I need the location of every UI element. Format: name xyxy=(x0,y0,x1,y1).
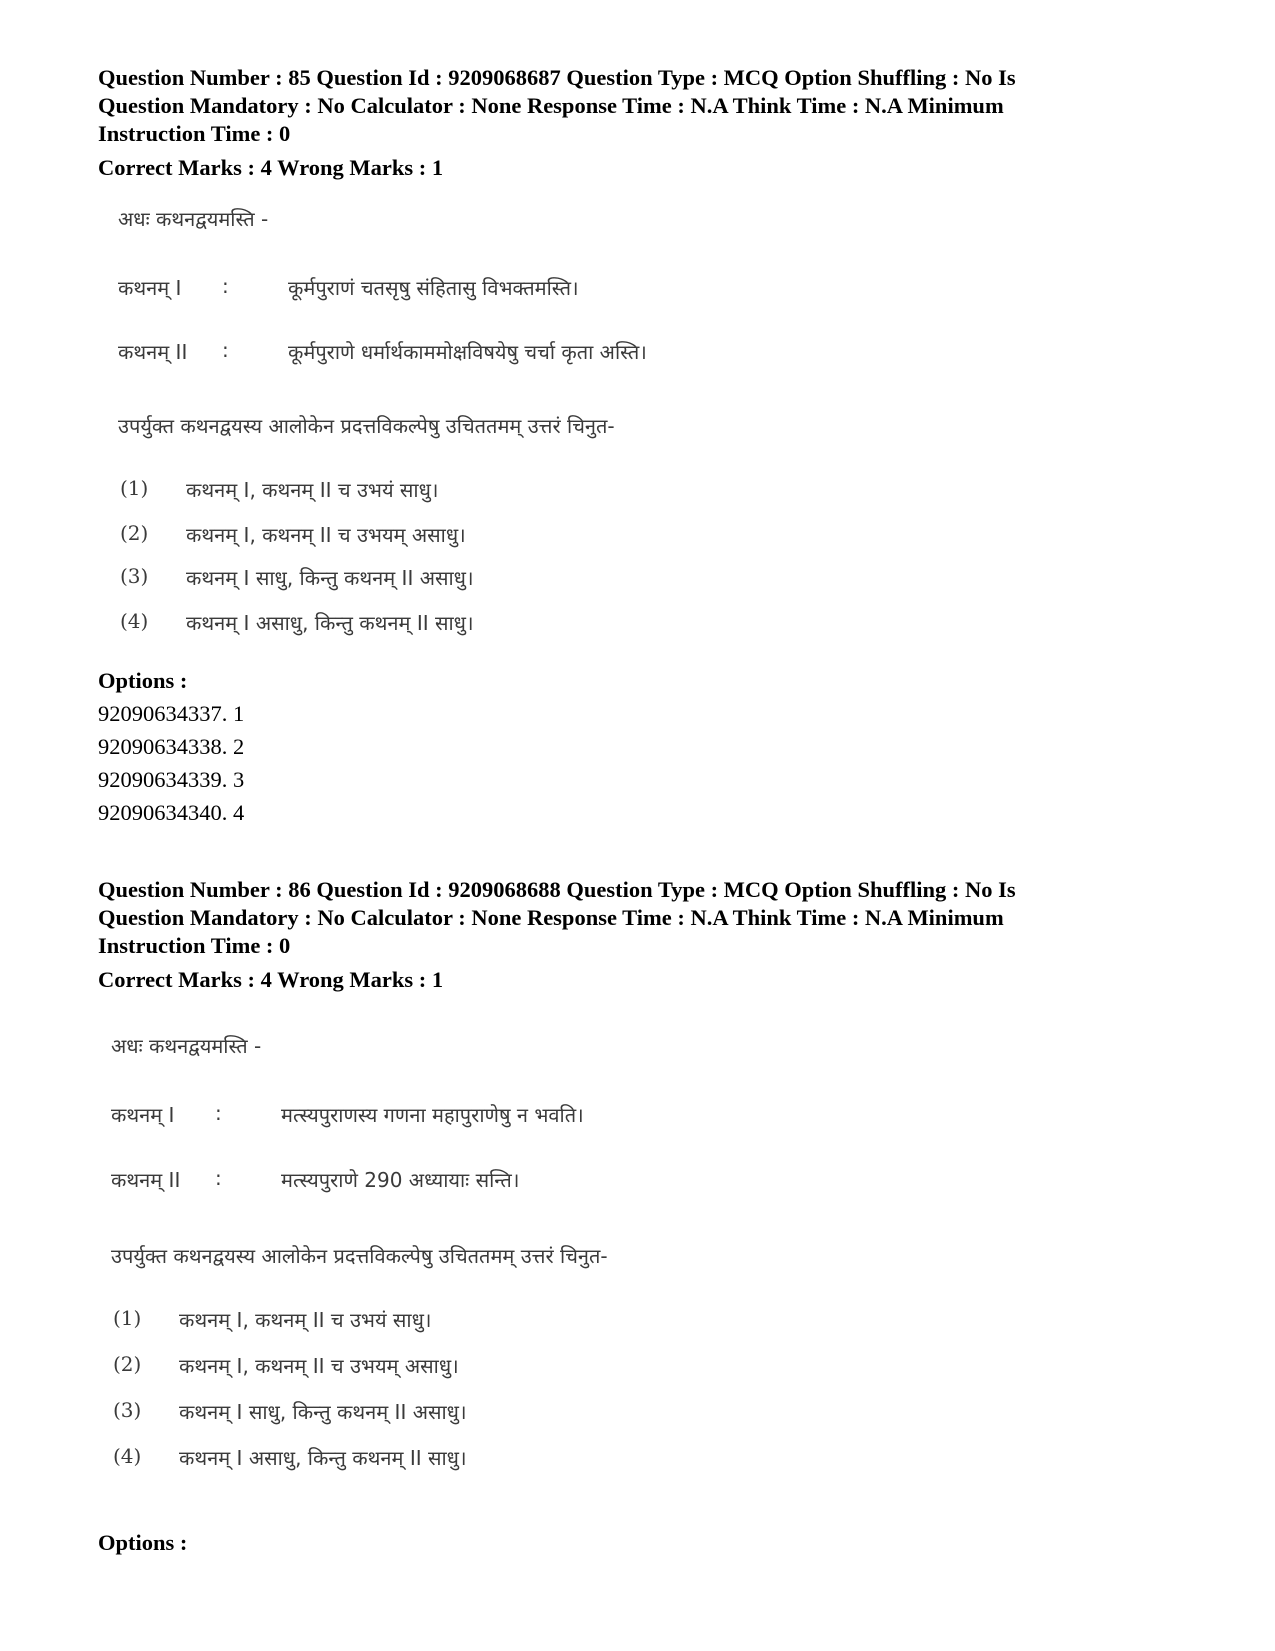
choice-text: कथनम् I, कथनम् II च उभयं साधु। xyxy=(186,478,439,502)
statement-colon: : xyxy=(215,1166,222,1190)
choice-text: कथनम् I, कथनम् II च उभयम् असाधु। xyxy=(179,1354,459,1378)
choice-number: (4) xyxy=(120,609,149,633)
choice-text: कथनम् I, कथनम् II च उभयम् असाधु। xyxy=(186,523,466,547)
choice-number: (3) xyxy=(120,564,149,588)
question-intro: अधः कथनद्वयमस्ति - xyxy=(111,1034,262,1058)
question-prompt: उपर्युक्त कथनद्वयस्य आलोकेन प्रदत्तविकल्पेषु उचिततमम् उत्तरं चिनुत- xyxy=(118,414,615,438)
statement-colon: : xyxy=(222,274,229,298)
question-prompt: उपर्युक्त कथनद्वयस्य आलोकेन प्रदत्तविकल्पेषु उचिततमम् उत्तरं चिनुत- xyxy=(111,1244,608,1268)
statement-text: मत्स्यपुराणस्य गणना महापुराणेषु न भवति। xyxy=(281,1103,584,1127)
marks-line: Correct Marks : 4 Wrong Marks : 1 xyxy=(98,967,444,992)
statement-colon: : xyxy=(222,338,229,362)
statement-text: कूर्मपुराणे धर्मार्थकाममोक्षविषयेषु चर्चा कृता अस्ति। xyxy=(288,340,647,364)
choice-text: कथनम् I असाधु, किन्तु कथनम् II साधु। xyxy=(179,1446,467,1470)
choice-number: (4) xyxy=(113,1444,142,1468)
choice-number: (2) xyxy=(120,521,149,545)
option-item: 92090634337. 1 xyxy=(98,701,245,726)
statement-label: कथनम् I xyxy=(118,276,182,300)
question-intro: अधः कथनद्वयमस्ति - xyxy=(118,207,269,231)
statement-label: कथनम् II xyxy=(111,1168,181,1192)
option-item: 92090634340. 4 xyxy=(98,800,245,825)
header-line: Question Mandatory : No Calculator : None Response Time : N.A Think Time : N.A Minimum xyxy=(98,905,1004,930)
statement-label: कथनम् II xyxy=(118,340,188,364)
header-line: Instruction Time : 0 xyxy=(98,121,291,146)
question-header xyxy=(98,876,1158,960)
choice-text: कथनम् I साधु, किन्तु कथनम् II असाधु। xyxy=(179,1400,467,1424)
statement-colon: : xyxy=(215,1101,222,1125)
choice-text: कथनम् I साधु, किन्तु कथनम् II असाधु। xyxy=(186,566,474,590)
question-header xyxy=(98,64,1158,148)
options-label: Options : xyxy=(98,668,188,693)
header-line: Question Number : 85 Question Id : 9209068687 Question Type : MCQ Option Shuffling : No Is xyxy=(98,65,1016,90)
choice-text: कथनम् I, कथनम् II च उभयं साधु। xyxy=(179,1308,432,1332)
choice-number: (3) xyxy=(113,1398,142,1422)
header-line: Question Mandatory : No Calculator : None Response Time : N.A Think Time : N.A Minimum xyxy=(98,93,1004,118)
marks-line: Correct Marks : 4 Wrong Marks : 1 xyxy=(98,155,444,180)
option-item: 92090634338. 2 xyxy=(98,734,245,759)
option-item: 92090634339. 3 xyxy=(98,767,245,792)
choice-number: (1) xyxy=(120,476,149,500)
header-line: Instruction Time : 0 xyxy=(98,933,291,958)
choice-number: (2) xyxy=(113,1352,142,1376)
statement-text: मत्स्यपुराणे 290 अध्यायाः सन्ति। xyxy=(281,1168,520,1192)
options-label: Options : xyxy=(98,1530,188,1555)
statement-text: कूर्मपुराणं चतसृषु संहितासु विभक्तमस्ति। xyxy=(288,276,579,300)
header-line: Question Number : 86 Question Id : 9209068688 Question Type : MCQ Option Shuffling : No Is xyxy=(98,877,1016,902)
choice-text: कथनम् I असाधु, किन्तु कथनम् II साधु। xyxy=(186,611,474,635)
choice-number: (1) xyxy=(113,1306,142,1330)
statement-label: कथनम् I xyxy=(111,1103,175,1127)
